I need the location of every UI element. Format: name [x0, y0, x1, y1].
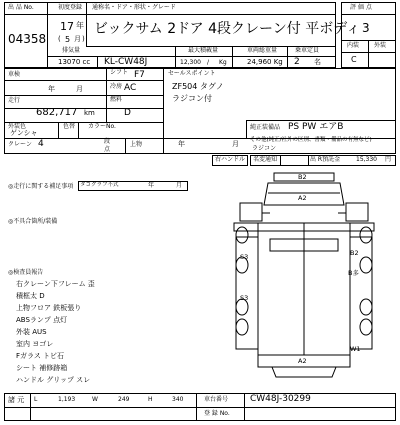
year-unit: 年	[76, 21, 84, 30]
crane-point: 点	[104, 146, 111, 153]
auction-sheet: 出 品 No. 04358 初度登録 通称名・ドア・形状・グレード 17 年 ( 5 月 ) ビックサム 2ドア 4段クレーン付 平ボディ 排気量 最大積載量 車両総重量 乗車定員 13070 cc KL-CW48J 12,300 / Kg 24,960 Kg 2 名 評 価 点 3 内装 外装 C 車検 年 月 シフト F7 冷房 AC 走行 682,717 km 燃料 D 外装色 ゲンシャ 色替 カラーNo. クレーン 4 段 点 上物 年 月 セールスポイント ZF504 タグノ ラジコン付 純正装備品 PS PW エアB その他(純正/社外の区別、書類・備品の有無など) ラジコン 右ハンドル 名変通知 出 R預託金 15,330 円 ◎走行に関する補足事項 タコグラフ不式 年 月 ◎不具合箇所/装備 ◎検査員報告 右クレーン下フレーム 歪 積框太 D 上物フロア 鉄板張り ABSランプ 点灯 外装 AUS 室内 ヨゴレ Fガラス トビ石 シート 補修跡箱 ハンドル グリップ スレ B2 A2 S3 B2 S3 B多 A2 W1 諸 元 L 1,193 W 249 H 340 車台番号 CW48J-30299 登 録 No.	[0, 0, 400, 425]
inspector-item: ABSランプ 点灯	[16, 316, 68, 324]
width: 249	[118, 396, 130, 403]
max-load: 12,300	[180, 59, 201, 66]
height: 340	[172, 396, 184, 403]
equip-other: ラジコン	[252, 145, 277, 152]
crane-value: 4	[38, 139, 44, 149]
defect-label: ◎不具合箇所/装備	[8, 218, 58, 225]
capacity: 2	[294, 57, 300, 67]
ac-label: 冷房	[110, 83, 123, 90]
odometer-note-label: ◎走行に関する補足事項	[8, 183, 74, 190]
damage-mark: A2	[298, 357, 307, 365]
sales-label: セールスポイント	[168, 70, 216, 77]
interior-label: 内装	[347, 42, 360, 49]
reg-label: 登 録 No.	[204, 410, 230, 417]
fuel-label: 燃料	[110, 96, 123, 103]
model-code: KL-CW48J	[104, 57, 148, 67]
car-name: ビックサム 2ドア 4段クレーン付 平ボディ	[94, 21, 361, 37]
lot-no-label: 出 品 No.	[8, 4, 34, 11]
equip-other-label: その他(純正/社外の区別、書類・備品の有無など)	[250, 137, 372, 143]
handle: 右ハンドル	[215, 156, 246, 163]
mileage-label: 走行	[8, 97, 21, 104]
recycle-yen: 円	[385, 156, 392, 163]
displacement: 13070 cc	[58, 58, 91, 66]
damage-mark: W1	[350, 345, 361, 353]
equip-label: 純正装備品	[250, 124, 281, 131]
damage-mark: S3	[240, 294, 249, 302]
first-reg-label: 初度登録	[58, 4, 83, 11]
tacho-month: 月	[176, 182, 183, 189]
inspection-label: 車検	[8, 71, 21, 78]
damage-mark: A2	[298, 194, 307, 202]
dims-label: 諸 元	[8, 396, 25, 404]
recycle-label: 出 R預託金	[310, 156, 341, 163]
chassis: CW48J-30299	[250, 394, 311, 404]
inspector-item: 積框太 D	[16, 292, 45, 300]
mileage-km: km	[84, 109, 95, 117]
inspector-item: シート 補修跡箱	[16, 364, 68, 372]
length-label: L	[34, 396, 38, 403]
month-unit: 月	[74, 35, 81, 43]
interior-grade: C	[351, 55, 357, 64]
crane-unit: 段	[104, 138, 111, 145]
grade-label: 評 価 点	[350, 4, 372, 11]
color-no-label: カラーNo.	[88, 123, 116, 130]
ac: AC	[124, 83, 137, 93]
equipment: PS PW エアB	[288, 122, 344, 132]
first-reg-year: 17	[60, 20, 74, 33]
inspection-year: 年	[48, 85, 55, 93]
capacity-label: 乗車定員	[295, 47, 320, 54]
color-change-label: 色替	[63, 123, 76, 130]
height-label: H	[148, 396, 153, 403]
gross-weight-label: 車両総重量	[247, 47, 278, 54]
inspector-item: 外装 AUS	[16, 328, 47, 336]
damage-mark: B多	[348, 269, 359, 277]
damage-mark: B2	[350, 249, 359, 257]
first-reg-month: 5	[65, 35, 71, 44]
lot-no: 04358	[8, 32, 47, 46]
tacho-year: 年	[148, 182, 155, 189]
damage-mark: B2	[298, 173, 307, 181]
chassis-label: 車台番号	[204, 396, 229, 403]
inspector-item: 室内 ヨゴレ	[16, 340, 54, 348]
ext-color: ゲンシャ	[10, 129, 38, 137]
crane-label: クレーン	[8, 141, 32, 148]
sales-point-2: ラジコン付	[172, 94, 212, 103]
max-load-kg: Kg	[219, 59, 227, 66]
grade: 3	[362, 21, 370, 35]
damage-mark: S3	[240, 253, 249, 261]
shift: F7	[134, 70, 145, 80]
ext-color-label: 外装色	[8, 123, 27, 130]
tacho-label: タコグラフ不式	[80, 182, 119, 188]
inspector-item: 上物フロア 鉄板張り	[16, 304, 82, 312]
inspection-month: 月	[76, 85, 83, 93]
inspector-label: ◎検査員報告	[8, 269, 44, 276]
inspector-item: Fガラス トビ石	[16, 352, 65, 360]
capacity-unit: 名	[314, 58, 321, 66]
joshaku-year: 年	[178, 140, 185, 148]
max-load-label: 最大積載量	[188, 47, 219, 54]
sales-point-1: ZF504 タグノ	[172, 82, 224, 91]
shift-label: シフト	[110, 69, 129, 76]
name-label: 通称名・ドア・形状・グレード	[92, 4, 176, 11]
fuel: D	[124, 108, 131, 118]
recycle-value: 15,330	[356, 156, 377, 163]
inspector-item: 右クレーン下フレーム 歪	[16, 280, 95, 288]
joshaku-label: 上物	[130, 141, 143, 148]
length: 1,193	[58, 396, 76, 403]
joshaku-month: 月	[232, 140, 239, 148]
inspector-item: ハンドル グリップ スレ	[16, 376, 91, 384]
transfer-label: 名変通知	[253, 156, 278, 163]
gross-weight: 24,960 Kg	[247, 58, 283, 66]
width-label: W	[92, 396, 98, 403]
displacement-label: 排気量	[62, 47, 81, 54]
exterior-label: 外装	[374, 42, 387, 49]
mileage: 682,717	[36, 107, 78, 118]
truck-diagram	[212, 167, 396, 389]
